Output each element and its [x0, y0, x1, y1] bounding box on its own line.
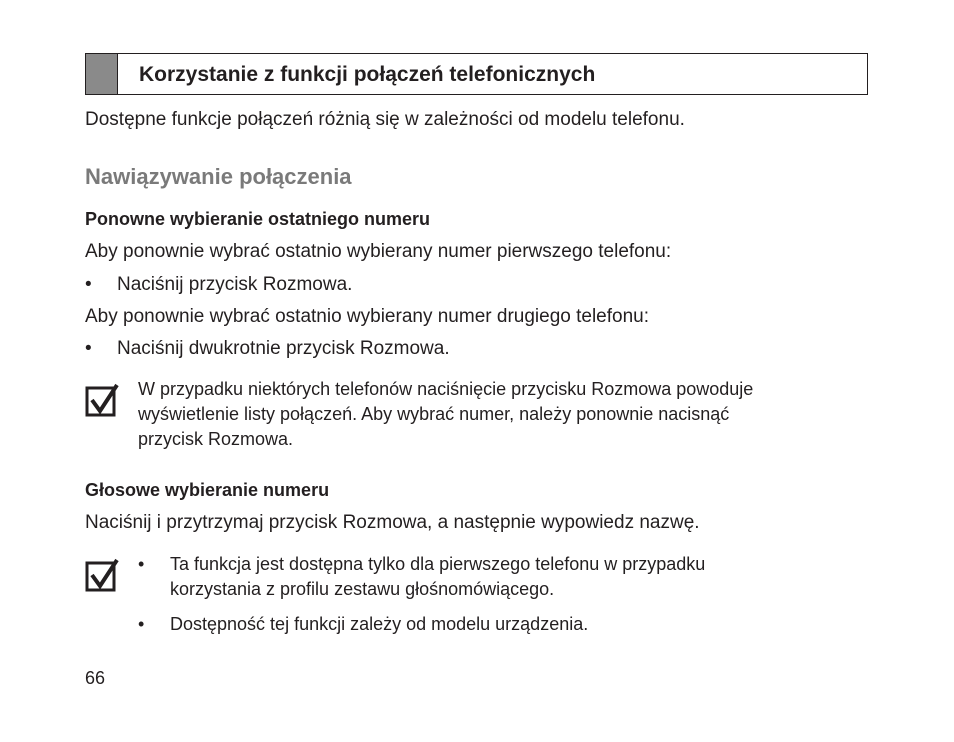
- checkbox-note-icon: [85, 383, 119, 417]
- redial-para-1: Aby ponownie wybrać ostatnio wybierany numer pierwszego telefonu:: [85, 241, 672, 262]
- voice-heading: Głosowe wybieranie numeru: [85, 480, 330, 500]
- voice-para: Naciśnij i przytrzymaj przycisk Rozmowa, a następnie wypowiedz nazwę.: [85, 512, 700, 533]
- bullet-text: Naciśnij dwukrotnie przycisk Rozmowa.: [117, 338, 450, 359]
- redial-note: [138, 377, 878, 452]
- bullet-dot: •: [138, 614, 145, 634]
- note-line: Dostępność tej funkcji zależy od modelu urządzenia.: [170, 614, 589, 634]
- intro-text: Dostępne funkcje połączeń różnią się w zależności od modelu telefonu.: [85, 109, 685, 130]
- bullet-dot: •: [85, 274, 92, 295]
- note-line: korzystania z profilu zestawu głośnomówiącego.: [170, 579, 555, 599]
- note-item-text: [170, 552, 705, 602]
- section-marker: [86, 54, 118, 94]
- bullet-dot: •: [85, 338, 92, 359]
- redial-para-2: Aby ponownie wybrać ostatnio wybierany numer drugiego telefonu:: [85, 306, 649, 327]
- note-line: Ta funkcja jest dostępna tylko dla pierwszego telefonu w przypadku: [170, 554, 706, 574]
- subsection-title: Nawiązywanie połączenia: [85, 164, 352, 189]
- redial-bullet-1: [85, 273, 352, 297]
- redial-heading: Ponowne wybieranie ostatniego numeru: [85, 209, 431, 229]
- section-title: Korzystanie z funkcji połączeń telefonicznych: [139, 63, 596, 86]
- note-line: przycisk Rozmowa.: [138, 429, 294, 449]
- bullet-text: Naciśnij przycisk Rozmowa.: [117, 274, 353, 295]
- note-line: W przypadku niektórych telefonów naciśnięcie przycisku Rozmowa powoduje: [138, 379, 754, 399]
- bullet-dot: •: [138, 554, 145, 574]
- note-item-text: [170, 612, 588, 637]
- checkbox-note-icon: [85, 558, 119, 592]
- section-header: [85, 53, 868, 95]
- page-number: 66: [85, 668, 106, 688]
- note-line: wyświetlenie listy połączeń. Aby wybrać numer, należy ponownie nacisnąć: [138, 404, 730, 424]
- redial-bullet-2: [85, 337, 450, 361]
